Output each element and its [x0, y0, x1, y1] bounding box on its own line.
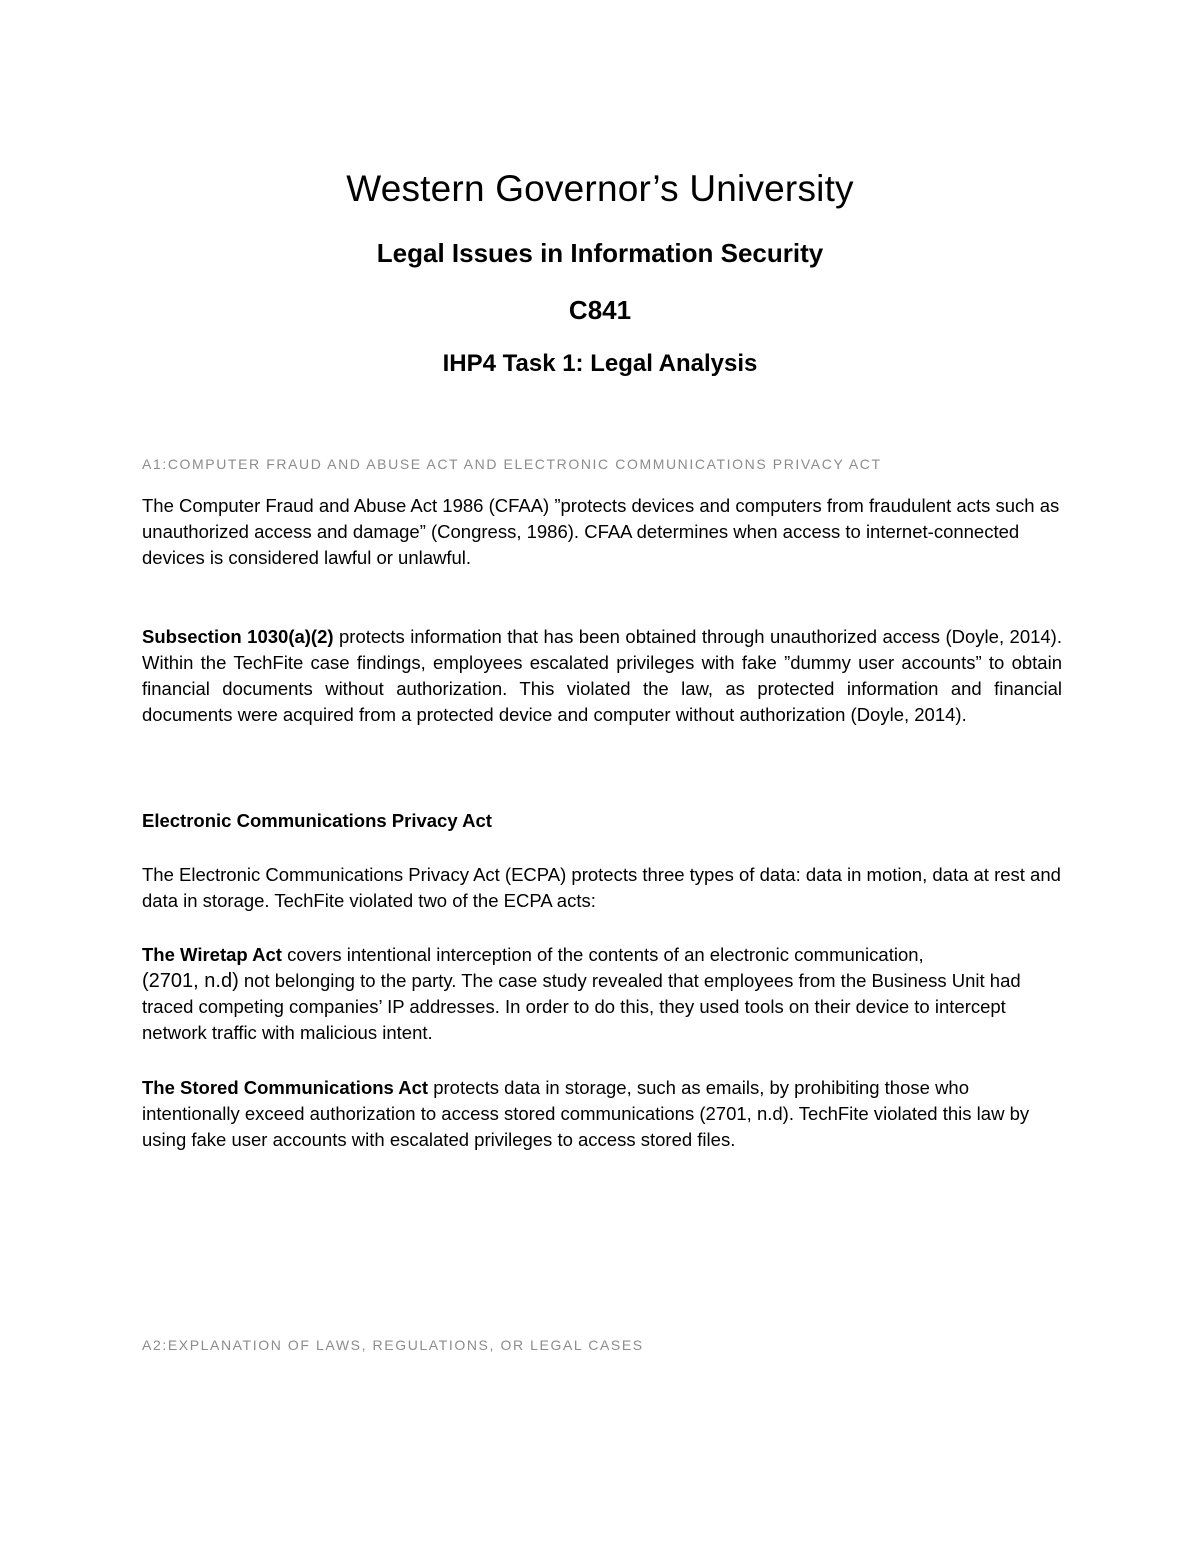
wiretap-citation: (2701, n.d): [142, 970, 239, 992]
stored-label: The Stored Communications Act: [142, 1077, 429, 1098]
course-code: C841: [568, 295, 632, 325]
university-title: Western Governor’s University: [346, 168, 854, 209]
section-a1-heading: A1:COMPUTER FRAUD AND ABUSE ACT AND ELECTRONIC COMMUNICATIONS PRIVACY ACT: [142, 456, 882, 472]
wiretap-label: The Wiretap Act: [142, 944, 282, 965]
ecpa-heading: Electronic Communications Privacy Act: [142, 810, 492, 831]
course-title: Legal Issues in Information Security: [376, 238, 824, 268]
wiretap-paragraph: [142, 942, 1062, 1046]
ecpa-paragraph: The Electronic Communications Privacy Act (ECPA) protects three types of data: data in motion, data at rest and data in storage. TechFite violated two of the ECPA acts:: [142, 864, 1061, 911]
subsection-label: Subsection 1030(a)(2): [142, 626, 334, 647]
stored-communications-paragraph: [142, 1075, 1062, 1153]
stored-text: protects data in storage, such as emails, by prohibiting those who intentionally exceed authorization to access stored communications (2701, n.d). TechFite violated this law by using fake user accounts with escalated privileges to access stored files.: [142, 1077, 1030, 1150]
subsection-text: protects information that has been obtained through unauthorized access (Doyle, 2014). Within the TechFite case findings, employees escalated privileges with fake ”dummy user accounts” to obtain financial documents without authorization. This violated the law, as protected information and financial documents were acquired from a protected device and computer without authorization (Doyle, 2014).: [142, 626, 1062, 725]
task-title: IHP4 Task 1: Legal Analysis: [442, 350, 758, 377]
wiretap-text-1: covers intentional interception of the contents of an electronic communication,: [281, 944, 924, 965]
cfaa-paragraph: The Computer Fraud and Abuse Act 1986 (CFAA) ”protects devices and computers from fraudulent acts such as unauthorized access and damage” (Congress, 1986). CFAA determines when access to internet-connected devices is considered lawful or unlawful.: [142, 495, 1060, 568]
section-a2-heading: A2:EXPLANATION OF LAWS, REGULATIONS, OR LEGAL CASES: [142, 1337, 644, 1353]
subsection-paragraph: [142, 624, 1062, 728]
wiretap-text-2: not belonging to the party. The case study revealed that employees from the Business Unit had traced competing companies’ IP addresses. In order to do this, they used tools on their device to intercept network traffic with malicious intent.: [142, 970, 1021, 1043]
